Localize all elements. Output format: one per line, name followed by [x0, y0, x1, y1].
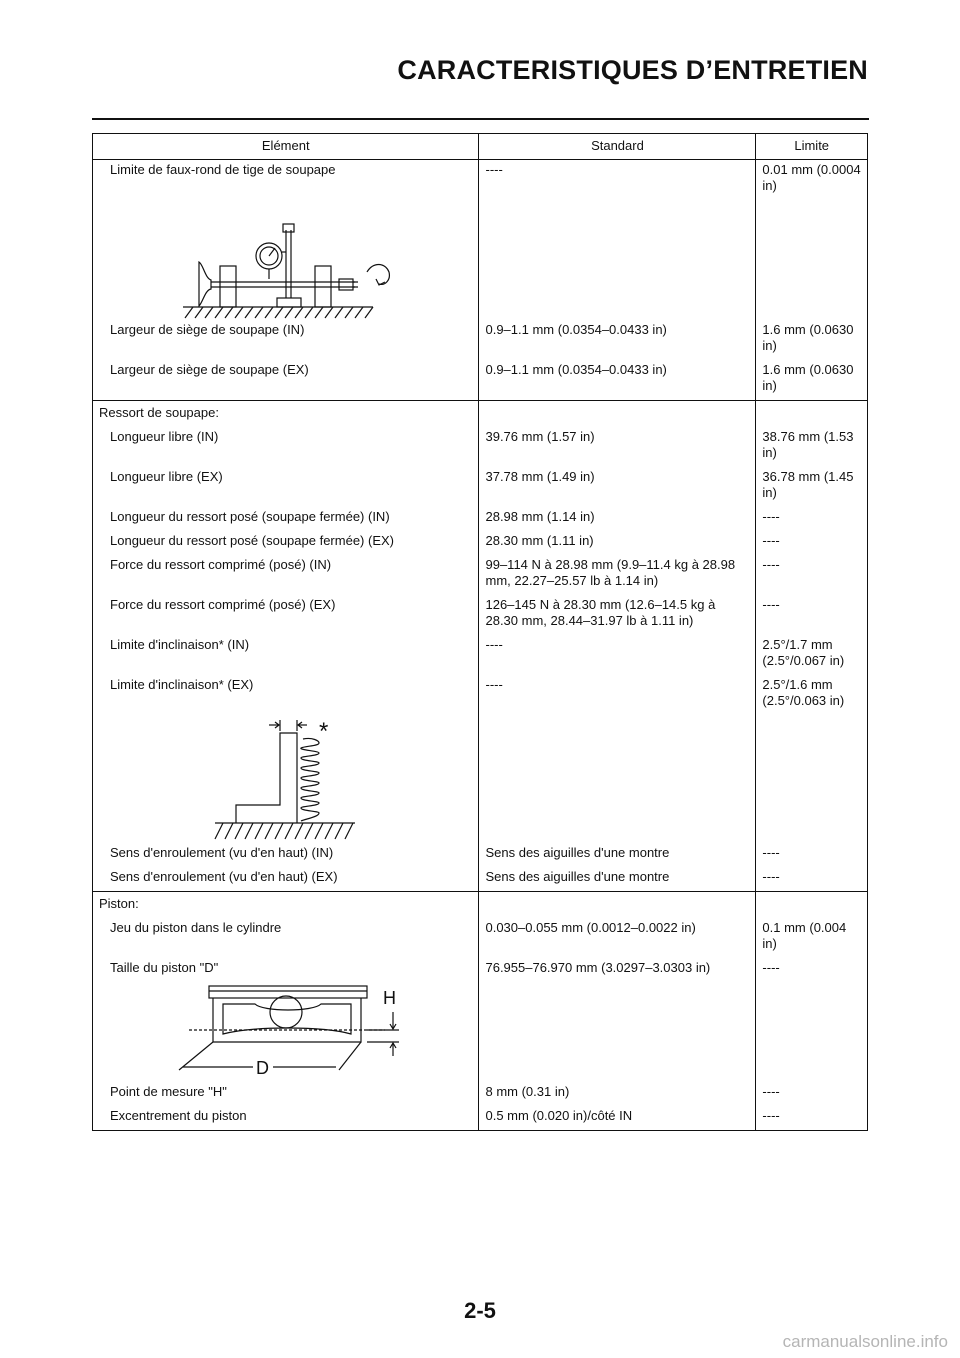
row-standard: ----: [479, 675, 756, 715]
row-standard: 0.9–1.1 mm (0.0354–0.0433 in): [479, 360, 756, 401]
row-label: Largeur de siège de soupape (IN): [93, 320, 479, 360]
row-limit: 0.1 mm (0.004 in): [756, 918, 868, 958]
table-row: [93, 507, 868, 531]
table-row: [93, 843, 868, 867]
row-standard: ----: [479, 160, 756, 201]
row-standard: 39.76 mm (1.57 in): [479, 427, 756, 467]
valve-runout-figure-cell: [93, 200, 479, 320]
row-label: Longueur du ressort posé (soupape fermée) (EX): [93, 531, 479, 555]
row-limit: ----: [756, 1082, 868, 1106]
figure-row: [93, 200, 868, 320]
group-heading-row: [93, 892, 868, 919]
row-standard: 8 mm (0.31 in): [479, 1082, 756, 1106]
row-label: Limite d'inclinaison* (IN): [93, 635, 479, 675]
table-row: [93, 467, 868, 507]
row-standard: 37.78 mm (1.49 in): [479, 467, 756, 507]
row-label: Sens d'enroulement (vu d'en haut) (EX): [93, 867, 479, 892]
row-limit: 0.01 mm (0.0004 in): [756, 160, 868, 201]
table-row: [93, 867, 868, 892]
row-standard: 126–145 N à 28.30 mm (12.6–14.5 kg à 28.30 mm, 28.44–31.97 lb à 1.11 in): [479, 595, 756, 635]
row-limit: ----: [756, 843, 868, 867]
row-label: Sens d'enroulement (vu d'en haut) (IN): [93, 843, 479, 867]
row-standard: 28.98 mm (1.14 in): [479, 507, 756, 531]
table-row: [93, 531, 868, 555]
column-header-limit: Limite: [756, 134, 868, 160]
table-row: [93, 1106, 868, 1131]
row-limit: ----: [756, 595, 868, 635]
row-label: Longueur libre (EX): [93, 467, 479, 507]
page-title: CARACTERISTIQUES D’ENTRETIEN: [397, 55, 868, 85]
page-number: 2-5: [464, 1298, 496, 1323]
group-heading-piston: Piston:: [93, 892, 479, 919]
row-standard: 76.955–76.970 mm (3.0297–3.0303 in): [479, 958, 756, 982]
table-row: [93, 595, 868, 635]
row-limit: 1.6 mm (0.0630 in): [756, 360, 868, 401]
table-row: [93, 635, 868, 675]
row-standard: 28.30 mm (1.11 in): [479, 531, 756, 555]
row-label: Longueur du ressort posé (soupape fermée) (IN): [93, 507, 479, 531]
table-row: [93, 675, 868, 715]
row-label: Largeur de siège de soupape (EX): [93, 360, 479, 401]
row-label: Limite de faux-rond de tige de soupape: [93, 160, 479, 201]
row-label: Point de mesure "H": [93, 1082, 479, 1106]
row-standard: Sens des aiguilles d'une montre: [479, 867, 756, 892]
spring-tilt-figure-cell: [93, 715, 479, 843]
row-label: Limite d'inclinaison* (EX): [93, 675, 479, 715]
table-row: [93, 918, 868, 958]
row-limit: ----: [756, 958, 868, 982]
row-standard: 0.030–0.055 mm (0.0012–0.0022 in): [479, 918, 756, 958]
table-row: [93, 320, 868, 360]
table-row: [93, 160, 868, 201]
row-limit: ----: [756, 531, 868, 555]
spring-tilt-figure: [93, 715, 474, 843]
figure-row: [93, 715, 868, 843]
row-limit: 2.5°/1.7 mm (2.5°/0.067 in): [756, 635, 868, 675]
row-label: Force du ressort comprimé (posé) (IN): [93, 555, 479, 595]
table-row: [93, 1082, 868, 1106]
piston-figure: [93, 982, 474, 1082]
row-limit: ----: [756, 1106, 868, 1131]
row-label: Taille du piston "D": [93, 958, 479, 982]
table-header-row: [93, 134, 868, 160]
row-standard: 0.9–1.1 mm (0.0354–0.0433 in): [479, 320, 756, 360]
tilt-asterisk-label: *: [319, 718, 329, 745]
figure-row: [93, 982, 868, 1082]
row-limit: 36.78 mm (1.45 in): [756, 467, 868, 507]
row-label: Longueur libre (IN): [93, 427, 479, 467]
row-limit: ----: [756, 555, 868, 595]
row-label: Jeu du piston dans le cylindre: [93, 918, 479, 958]
group-heading-row: [93, 401, 868, 428]
column-header-standard: Standard: [479, 134, 756, 160]
column-header-element: Elément: [93, 134, 479, 160]
piston-d-label: D: [256, 1058, 269, 1078]
row-label: Force du ressort comprimé (posé) (EX): [93, 595, 479, 635]
row-limit: ----: [756, 507, 868, 531]
row-standard: 99–114 N à 28.98 mm (9.9–11.4 kg à 28.98 mm, 22.27–25.57 lb à 1.14 in): [479, 555, 756, 595]
watermark: carmanualsonline.info: [782, 1332, 948, 1351]
piston-h-label: H: [383, 988, 396, 1008]
table-row: [93, 555, 868, 595]
row-label: Excentrement du piston: [93, 1106, 479, 1131]
table-row: [93, 360, 868, 401]
row-limit: 2.5°/1.6 mm (2.5°/0.063 in): [756, 675, 868, 715]
table-row: [93, 427, 868, 467]
row-limit: 1.6 mm (0.0630 in): [756, 320, 868, 360]
valve-runout-figure: [93, 200, 474, 320]
table-row: [93, 958, 868, 982]
row-standard: 0.5 mm (0.020 in)/côté IN: [479, 1106, 756, 1131]
row-limit: ----: [756, 867, 868, 892]
piston-figure-cell: [93, 982, 479, 1082]
row-limit: 38.76 mm (1.53 in): [756, 427, 868, 467]
group-heading-valve-spring: Ressort de soupape:: [93, 401, 479, 428]
title-rule: [92, 118, 869, 120]
row-standard: ----: [479, 635, 756, 675]
row-standard: Sens des aiguilles d'une montre: [479, 843, 756, 867]
spec-table: [92, 133, 868, 1131]
